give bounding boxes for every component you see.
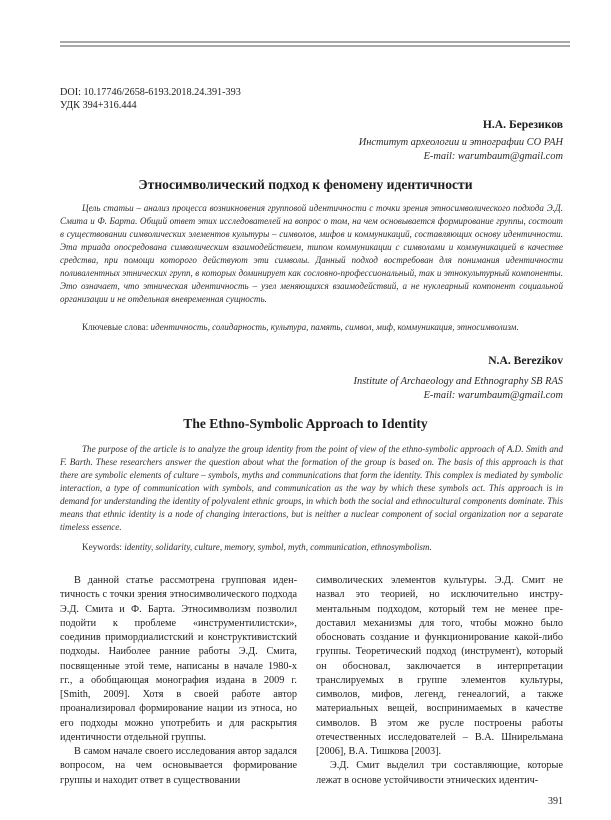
body-column-left [60,574,297,788]
abstract-ru-text: Цель статьи – анализ процесса возникновения групповой идентичности с точки зрения этносимволического подхода Э.Д. Смита и Ф. Барта. Общий ответ этих исследователей на вопрос о том, на чем основывается формирование группы, состоит в существовании символических элементов культуры – символов, мифов и коммуникаций, составляющих основу идентичности. Эта триада опосредована символическим взаимодействием, типом коммуникации с символами и коммуникацией в качестве средства, при помощи которого действуют эти символы. Данный подход востребован для понимания идентичности поливалентных этнических групп, в которых доминирует как сословно-профессиональный, так и этнокультурный компоненты. Это означает, что этническая идентичность – узел меняющихся взаимодействий, а не нуклеарный компонент социальной организации и не отдельная вневременная сущность. [60,203,563,304]
page-number: 391 [548,796,563,807]
email-ru[interactable]: E-mail: warumbaum@gmail.com [423,151,563,162]
abstract-en-text: The purpose of the article is to analyze the group identity from the point of view of the ethno-symbolic approach of A.D. Smith and F. Barth. These researchers answer the question about what the formation of the group is based on. The basis of this approach is that there are symbolic elements of culture – symbols, myths and communications that form the identity. This complex is mediated by symbolic interaction, a type of communication with symbols, and communication as the way by which these symbols act. This approach is in demand for understanding the identity of polyvalent ethnic groups, in which both the social and ethnocultural components dominate. This means that ethnic identity is a node of changing interactions, but is neither a nuclear component of social organization nor a separate timeless essence. [60,444,563,532]
body-paragraph: В самом начале своего исследования автор задался вопросом, на чем основывается формирование группы и находит ответ в существовании [60,746,297,786]
article-title-ru: Этносимволический подход к феномену идентичности [138,177,473,192]
body-paragraph: В данной статье рассмотрена групповая идентичность с точки зрения этносимволического подхода Э.Д. Смита и Ф. Барта. Этносимволизм позволил подойти к проблеме «инструментилистски», соединив примордиалистский и конструктивистский подходы. Наиболее ранние работы Э.Д. Смита, посвященные этой теме, написаны в начале 1980-х гг., а обобщающая монография издана в 2009 г. [Smith, 2009]. Хотя в своей работе автор проанализировал формирование нации из этноса, но его подходы можно употребить и для раскрытия идентичности отдельной группы. [60,575,297,743]
keywords-label-en: Keywords: [82,542,122,552]
article-title-en: The Ethno-Symbolic Approach to Identity [183,416,428,431]
body-paragraph: Э.Д. Смит выделил три составляющие, которые лежат в основе устойчивости этнических идентич- [316,760,563,786]
body-column-right [316,574,563,788]
keywords-list-en: identity, solidarity, culture, memory, symbol, myth, communication, ethnosymbolism. [124,542,432,552]
doi[interactable]: DOI: 10.17746/2658-6193.2018.24.391-393 [60,87,241,98]
header-rule-top [60,41,570,43]
affiliation-ru: Институт археологии и этнографии СО РАН [358,137,563,148]
keywords-en [60,541,563,554]
udk-code: УДК 394+316.444 [60,100,137,111]
keywords-list-ru: идентичность, солидарность, культура, память, символ, миф, коммуникация, этносимволизм. [150,322,519,332]
keywords-label-ru: Ключевые слова: [82,322,149,332]
header-rule-bottom [60,45,570,47]
keywords-ru [60,321,563,334]
abstract-en [60,443,563,534]
email-en[interactable]: E-mail: warumbaum@gmail.com [423,390,563,401]
body-paragraph: символических элементов культуры. Э.Д. Смит не назвал это теорией, но исключительно инструментальным подходом, который тем не менее предоставил механизмы для того, чтобы можно было обосновать создание и функционирование какой-либо группы. Теоретический подход (инструмент), который он обосновал, заключается в интерпретации транслируемых в группе элементов культуры, символов, мифов, легенд, генеалогий, а также материальных вещей, воспринимаемых в качестве символов. В этом же русле построены работы отечественных исследователей – В.А. Шнирельмана [2006], В.А. Тишкова [2003]. [316,575,563,757]
author-name-ru: Н.А. Березиков [482,118,563,131]
author-name-en: N.A. Berezikov [488,354,563,367]
abstract-ru [60,202,563,306]
affiliation-en: Institute of Archaeology and Ethnography SB RAS [353,376,563,387]
